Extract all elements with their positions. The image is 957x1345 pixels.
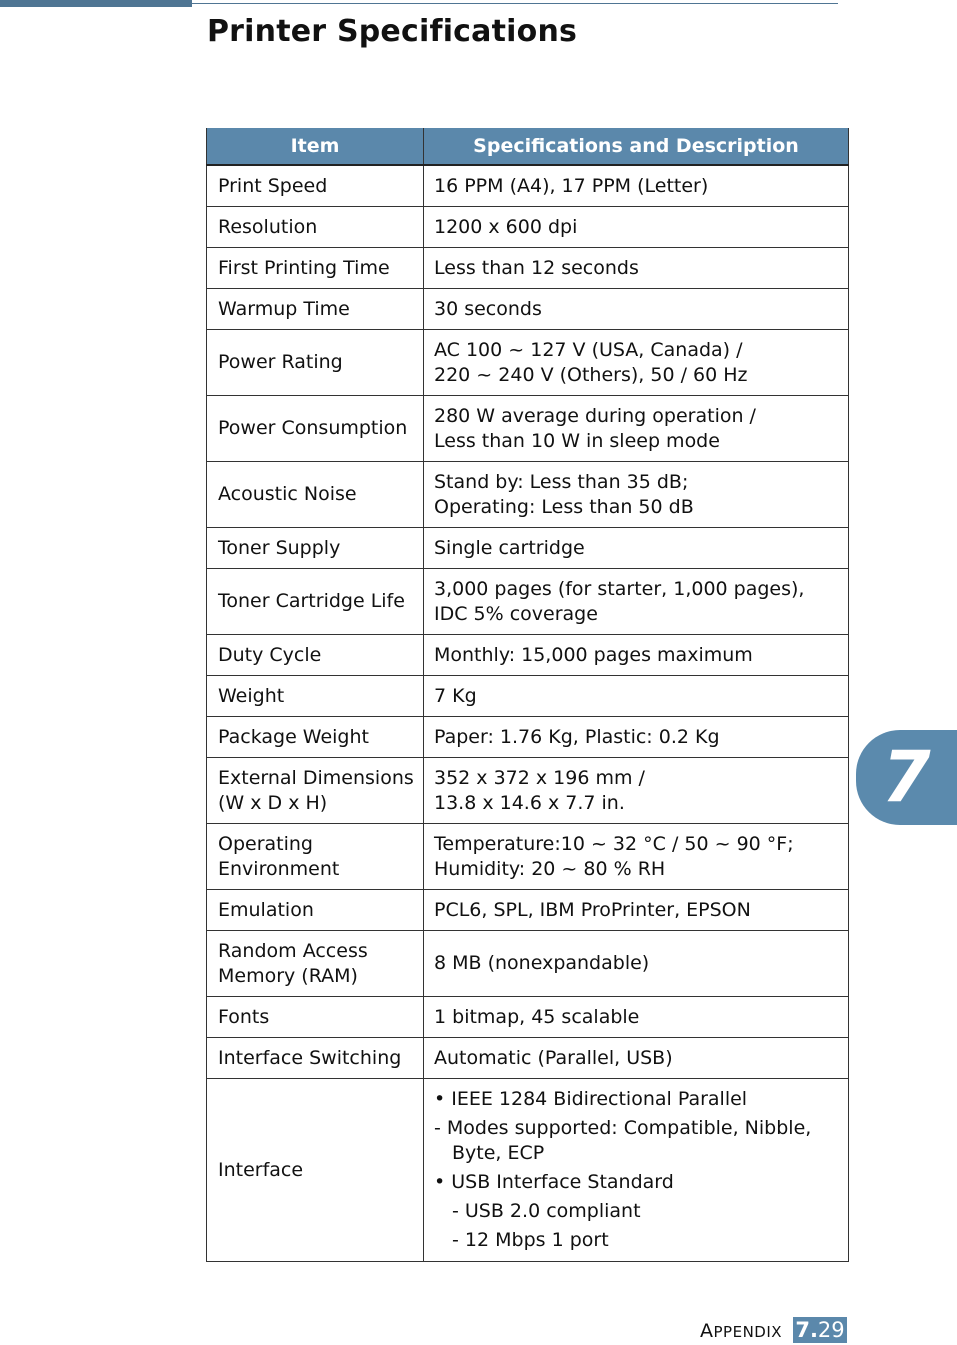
table-row <box>207 890 849 931</box>
cell-item-line: First Printing Time <box>218 256 390 279</box>
cell-item <box>207 528 424 569</box>
column-header-item: Item <box>207 128 424 165</box>
cell-item-line: Print Speed <box>218 174 328 197</box>
table-header-row <box>207 128 849 165</box>
iface-line: • USB Interface Standard <box>434 1170 674 1193</box>
cell-spec <box>424 758 849 824</box>
table-row <box>207 1038 849 1079</box>
table-row <box>207 824 849 890</box>
cell-spec-line: 352 x 372 x 196 mm / <box>434 766 645 789</box>
cell-spec <box>424 931 849 997</box>
cell-spec <box>424 1038 849 1079</box>
cell-item: Interface <box>207 1079 424 1262</box>
cell-item-line: Environment <box>218 857 340 880</box>
iface-line: • IEEE 1284 Bidirectional Parallel <box>434 1087 748 1110</box>
cell-item <box>207 569 424 635</box>
table-row <box>207 207 849 248</box>
cell-spec-line: IDC 5% coverage <box>434 602 598 625</box>
cell-item-line: (W x D x H) <box>218 791 328 814</box>
cell-spec <box>424 717 849 758</box>
cell-item-line: Duty Cycle <box>218 643 322 666</box>
cell-spec-line: Humidity: 20 ~ 80 % RH <box>434 857 666 880</box>
cell-spec <box>424 824 849 890</box>
chapter-tab <box>856 730 957 825</box>
cell-spec-line: 30 seconds <box>434 297 542 320</box>
cell-item <box>207 824 424 890</box>
cell-item-line: Acoustic Noise <box>218 483 357 505</box>
cell-item-line: Emulation <box>218 898 314 921</box>
spec-table <box>206 128 849 1262</box>
table-row <box>207 758 849 824</box>
cell-spec <box>424 997 849 1038</box>
cell-spec-line: Paper: 1.76 Kg, Plastic: 0.2 Kg <box>434 725 720 748</box>
cell-spec <box>424 676 849 717</box>
table-row <box>207 528 849 569</box>
table-row <box>207 396 849 462</box>
cell-item-line: Resolution <box>218 215 318 238</box>
cell-spec <box>424 528 849 569</box>
cell-item <box>207 931 424 997</box>
column-header-spec: Specifications and Description <box>424 128 849 165</box>
cell-spec <box>424 289 849 330</box>
cell-item-line: Operating <box>218 832 313 855</box>
header-rule <box>192 3 838 4</box>
cell-item <box>207 248 424 289</box>
table-body <box>207 165 849 1262</box>
iface-line: - USB 2.0 compliant <box>452 1199 641 1222</box>
table-row <box>207 248 849 289</box>
cell-item-line: Interface Switching <box>218 1046 402 1069</box>
cell-spec <box>424 248 849 289</box>
cell-spec <box>424 330 849 396</box>
table-row <box>207 676 849 717</box>
cell-spec-line: Automatic (Parallel, USB) <box>434 1046 673 1069</box>
cell-item <box>207 1038 424 1079</box>
table-row <box>207 635 849 676</box>
cell-spec-line: Less than 10 W in sleep mode <box>434 429 720 452</box>
cell-item-line: Toner Supply <box>218 536 341 559</box>
cell-item-line: Power Consumption <box>218 417 408 439</box>
cell-item-line: Fonts <box>218 1005 270 1028</box>
cell-spec <box>424 890 849 931</box>
page-title: Printer Specifications <box>207 14 578 49</box>
table-row <box>207 569 849 635</box>
cell-spec-line: 7 Kg <box>434 684 477 707</box>
cell-spec-line: 3,000 pages (for starter, 1,000 pages), <box>434 577 805 600</box>
cell-item <box>207 289 424 330</box>
table-row <box>207 330 849 396</box>
cell-spec-line: Single cartridge <box>434 536 585 559</box>
iface-line: Byte, ECP <box>452 1141 545 1164</box>
cell-spec-line: Less than 12 seconds <box>434 256 639 279</box>
cell-item-line: Random Access <box>218 939 368 962</box>
cell-spec-line: Operating: Less than 50 dB <box>434 495 694 518</box>
cell-spec-line: Temperature:10 ~ 32 °C / 50 ~ 90 °F; <box>434 832 794 855</box>
cell-spec <box>424 165 849 207</box>
cell-spec-line: PCL6, SPL, IBM ProPrinter, EPSON <box>434 898 751 921</box>
cell-item <box>207 635 424 676</box>
iface-line: - Modes supported: Compatible, Nibble, <box>434 1116 812 1139</box>
cell-spec-line: 280 W average during operation / <box>434 404 756 427</box>
cell-spec-line: 220 ~ 240 V (Others), 50 / 60 Hz <box>434 363 748 386</box>
cell-item <box>207 207 424 248</box>
footer-section-label: APPENDIX <box>700 1320 783 1342</box>
cell-spec-line: 1 bitmap, 45 scalable <box>434 1005 640 1028</box>
iface-line: - 12 Mbps 1 port <box>452 1228 609 1251</box>
cell-spec <box>424 635 849 676</box>
cell-item <box>207 330 424 396</box>
cell-item-line: Warmup Time <box>218 297 350 320</box>
cell-item-line: Weight <box>218 684 285 707</box>
page-number: 7.29 <box>793 1317 847 1343</box>
cell-spec-line: AC 100 ~ 127 V (USA, Canada) / <box>434 338 743 361</box>
table-row <box>207 462 849 528</box>
cell-spec <box>424 1079 849 1262</box>
cell-item <box>207 396 424 462</box>
header-accent-bar <box>0 0 192 7</box>
cell-spec-line: 16 PPM (A4), 17 PPM (Letter) <box>434 174 709 197</box>
cell-item <box>207 165 424 207</box>
cell-spec <box>424 207 849 248</box>
table-row <box>207 289 849 330</box>
cell-item-line: Toner Cartridge Life <box>218 590 405 612</box>
cell-spec-line: Stand by: Less than 35 dB; <box>434 470 689 493</box>
cell-item <box>207 717 424 758</box>
table-row <box>207 165 849 207</box>
cell-spec-line: 8 MB (nonexpandable) <box>434 952 650 974</box>
cell-spec-line: Monthly: 15,000 pages maximum <box>434 643 753 666</box>
cell-spec-line: 1200 x 600 dpi <box>434 215 578 238</box>
cell-spec <box>424 569 849 635</box>
cell-item <box>207 758 424 824</box>
cell-spec <box>424 462 849 528</box>
cell-item <box>207 462 424 528</box>
table-row-interface <box>207 1079 849 1262</box>
cell-item <box>207 890 424 931</box>
cell-item-line: Power Rating <box>218 351 343 373</box>
cell-item-line: Memory (RAM) <box>218 964 358 987</box>
chapter-number: 7 <box>882 736 931 818</box>
cell-item <box>207 997 424 1038</box>
cell-item-line: External Dimensions <box>218 766 414 789</box>
table-row <box>207 931 849 997</box>
cell-item <box>207 676 424 717</box>
cell-spec-line: 13.8 x 14.6 x 7.7 in. <box>434 791 625 814</box>
cell-spec <box>424 396 849 462</box>
cell-item-line: Package Weight <box>218 725 369 748</box>
table-row <box>207 717 849 758</box>
table-row <box>207 997 849 1038</box>
